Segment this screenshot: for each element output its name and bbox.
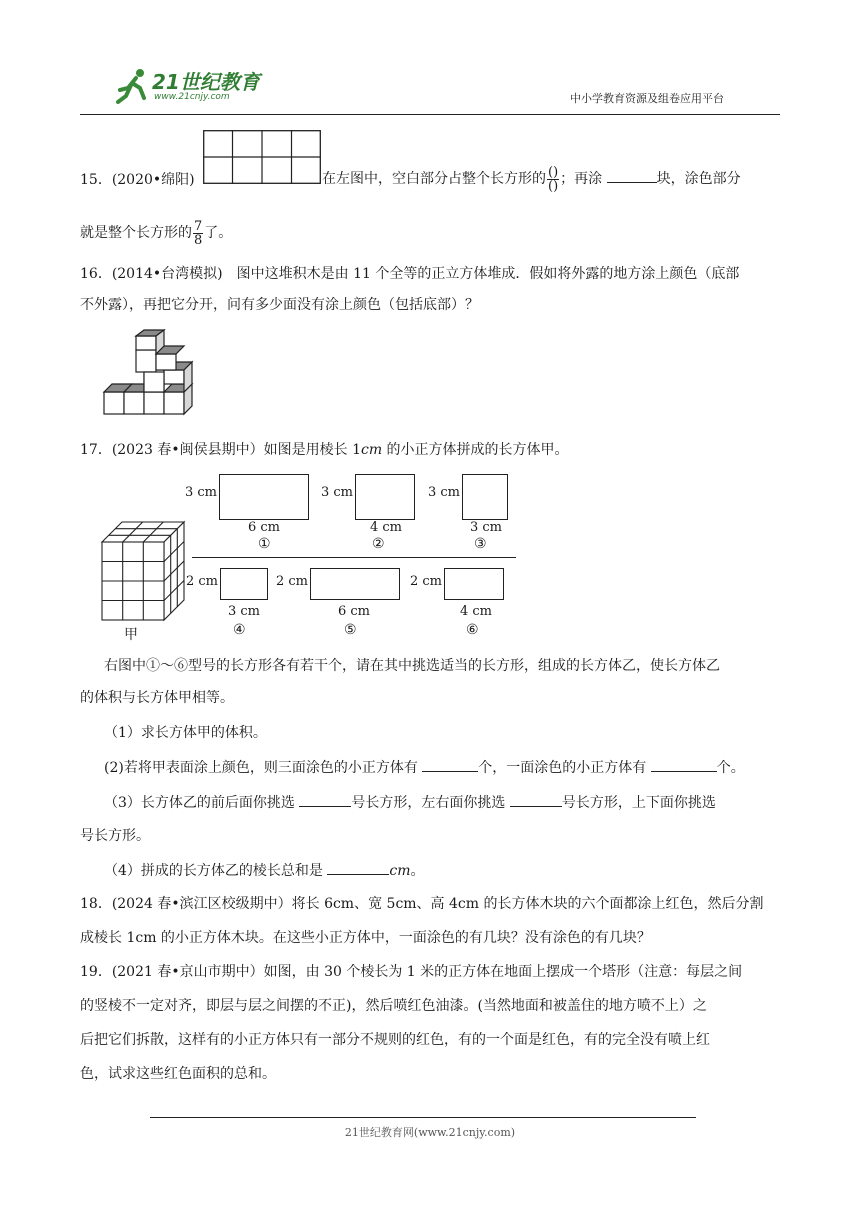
footer-rule <box>150 1117 696 1118</box>
q18-line2: 成棱长 1cm 的小正方体木块。在这些小正方体中，一面涂色的有几块？没有涂色的有几块？ <box>80 930 651 946</box>
q16-block-stack-figure <box>100 328 204 424</box>
frac1-denominator: () <box>548 178 559 194</box>
rect-1 <box>219 474 309 520</box>
logo-url: www.21cnjy.com <box>154 92 230 102</box>
q15-fraction-1 <box>547 166 559 193</box>
frac2-numerator: 7 <box>194 218 203 234</box>
q17-part2 <box>104 757 745 778</box>
label-jia: 甲 <box>124 627 138 643</box>
q17-p2-blank2[interactable] <box>651 757 717 772</box>
q17-unit: cm <box>360 442 383 458</box>
rect5-width: 6 cm <box>338 604 371 619</box>
q15-line2-text: 就是整个长方形的 <box>80 225 192 241</box>
q17-p3-b: 号长方形，左右面你挑选 <box>351 795 506 811</box>
rect-3 <box>462 474 508 520</box>
frac1-numerator: () <box>548 164 559 180</box>
q15-fraction-2 <box>193 220 203 247</box>
q15-grid <box>203 130 321 188</box>
q15-line2 <box>80 218 232 248</box>
q19-line2: 的竖棱不一定对齐，即层与层之间摆的不正)，然后喷红色油漆。(当然地面和被盖住的地方喷不上）之 <box>80 998 707 1014</box>
header-logo <box>112 64 262 110</box>
cuboid-jia-figure <box>98 518 188 628</box>
q17-p4-a: （4）拼成的长方体乙的棱长总和是 <box>104 863 323 879</box>
q15-blank[interactable] <box>607 168 657 183</box>
q19-line3: 后把它们拆散，这样有的小正方体只有一部分不规则的红色，有的一个面是红色，有的完全没有喷上红 <box>80 1032 710 1048</box>
logo-title: 21世纪教育 <box>152 70 260 94</box>
rect-5 <box>310 568 400 600</box>
q15-number: 15．(2020•绵阳) <box>80 172 195 188</box>
q19-line4: 色，试求这些红色面积的总和。 <box>80 1066 276 1082</box>
rect3-id: ③ <box>474 536 487 552</box>
q17-line1 <box>80 440 569 460</box>
rect1-width: 6 cm <box>248 520 281 535</box>
q17-part3-end: 号长方形。 <box>80 828 150 844</box>
platform-title: 中小学教育资源及组卷应用平台 <box>570 92 724 105</box>
rect-2 <box>355 474 415 520</box>
rect1-id: ① <box>258 536 271 552</box>
rect6-width: 4 cm <box>460 604 493 619</box>
q17-p2-b: 个，一面涂色的小正方体有 <box>478 760 647 776</box>
rect-group-divider <box>192 557 516 558</box>
q15-line2-end: 了。 <box>204 225 233 241</box>
runner-logo-icon <box>114 66 154 106</box>
q17-p3-c: 号长方形，上下面你挑选 <box>561 795 716 811</box>
frac2-denominator: 8 <box>194 232 203 248</box>
header-rule <box>80 114 780 115</box>
rect5-id: ⑤ <box>344 622 357 638</box>
q17-p4-blank[interactable] <box>327 860 389 875</box>
rect4-height: 2 cm <box>186 574 219 589</box>
q17-p2-a: (2)若将甲表面涂上颜色，则三面涂色的小正方体有 <box>104 760 418 776</box>
q17-p3-a: （3）长方体乙的前后面你挑选 <box>104 795 295 811</box>
q17-p4-b: 。 <box>410 863 425 879</box>
q17-p2-blank1[interactable] <box>422 757 478 772</box>
rect6-height: 2 cm <box>410 574 443 589</box>
q15-text-a: 在左图中，空白部分占整个长方形的 <box>322 171 546 187</box>
q15-text-c: 块，涂色部分 <box>656 171 741 187</box>
q15-line1 <box>322 164 741 194</box>
rect5-height: 2 cm <box>276 574 309 589</box>
rect2-height: 3 cm <box>321 485 354 500</box>
rect-6 <box>444 568 504 600</box>
q17-desc1: 右图中①～⑥型号的长方形各有若干个，请在其中挑选适当的长方形，组成的长方体乙，使长方体乙 <box>104 658 720 674</box>
rect-4 <box>220 568 268 600</box>
q17-intro-end: 的小正方体拼成的长方体甲。 <box>382 442 569 458</box>
rect4-id: ④ <box>233 622 246 638</box>
rect3-height: 3 cm <box>428 485 461 500</box>
q17-intro: 17．(2023 春•闽侯县期中）如图是用棱长 1 <box>80 442 361 458</box>
rect4-width: 3 cm <box>228 604 261 619</box>
q17-part4 <box>104 860 425 881</box>
q16-line1: 16．(2014•台湾模拟) 图中这堆积木是由 11 个全等的正立方体堆成．假如将外露的地方涂上颜色（底部 <box>80 266 740 282</box>
q19-line1: 19．(2021 春•京山市期中）如图，由 30 个棱长为 1 米的正方体在地面上摆成一个塔形（注意：每层之间 <box>80 964 743 980</box>
q17-p4-unit: cm <box>389 863 411 879</box>
rect6-id: ⑥ <box>466 622 479 638</box>
rect3-width: 3 cm <box>470 520 503 535</box>
q16-line2: 不外露），再把它分开，问有多少面没有涂上颜色（包括底部）？ <box>80 297 479 313</box>
q17-part3 <box>104 792 716 813</box>
rect1-height: 3 cm <box>185 485 218 500</box>
q15-text-b: ；再涂 <box>560 171 603 187</box>
q17-part1: （1）求长方体甲的体积。 <box>104 725 267 741</box>
q18-line1: 18．(2024 春•滨江区校级期中）将长 6cm、宽 5cm、高 4cm 的长方体木块的六个面都涂上红色，然后分割 <box>80 896 764 912</box>
rect2-id: ② <box>372 536 385 552</box>
rect2-width: 4 cm <box>370 520 403 535</box>
footer-text: 21世纪教育网(www.21cnjy.com) <box>344 1126 516 1139</box>
q17-desc2: 的体积与长方体甲相等。 <box>80 690 234 706</box>
q17-p2-c: 个。 <box>716 760 745 776</box>
q17-p3-blank2[interactable] <box>510 792 562 807</box>
q17-p3-blank1[interactable] <box>299 792 351 807</box>
